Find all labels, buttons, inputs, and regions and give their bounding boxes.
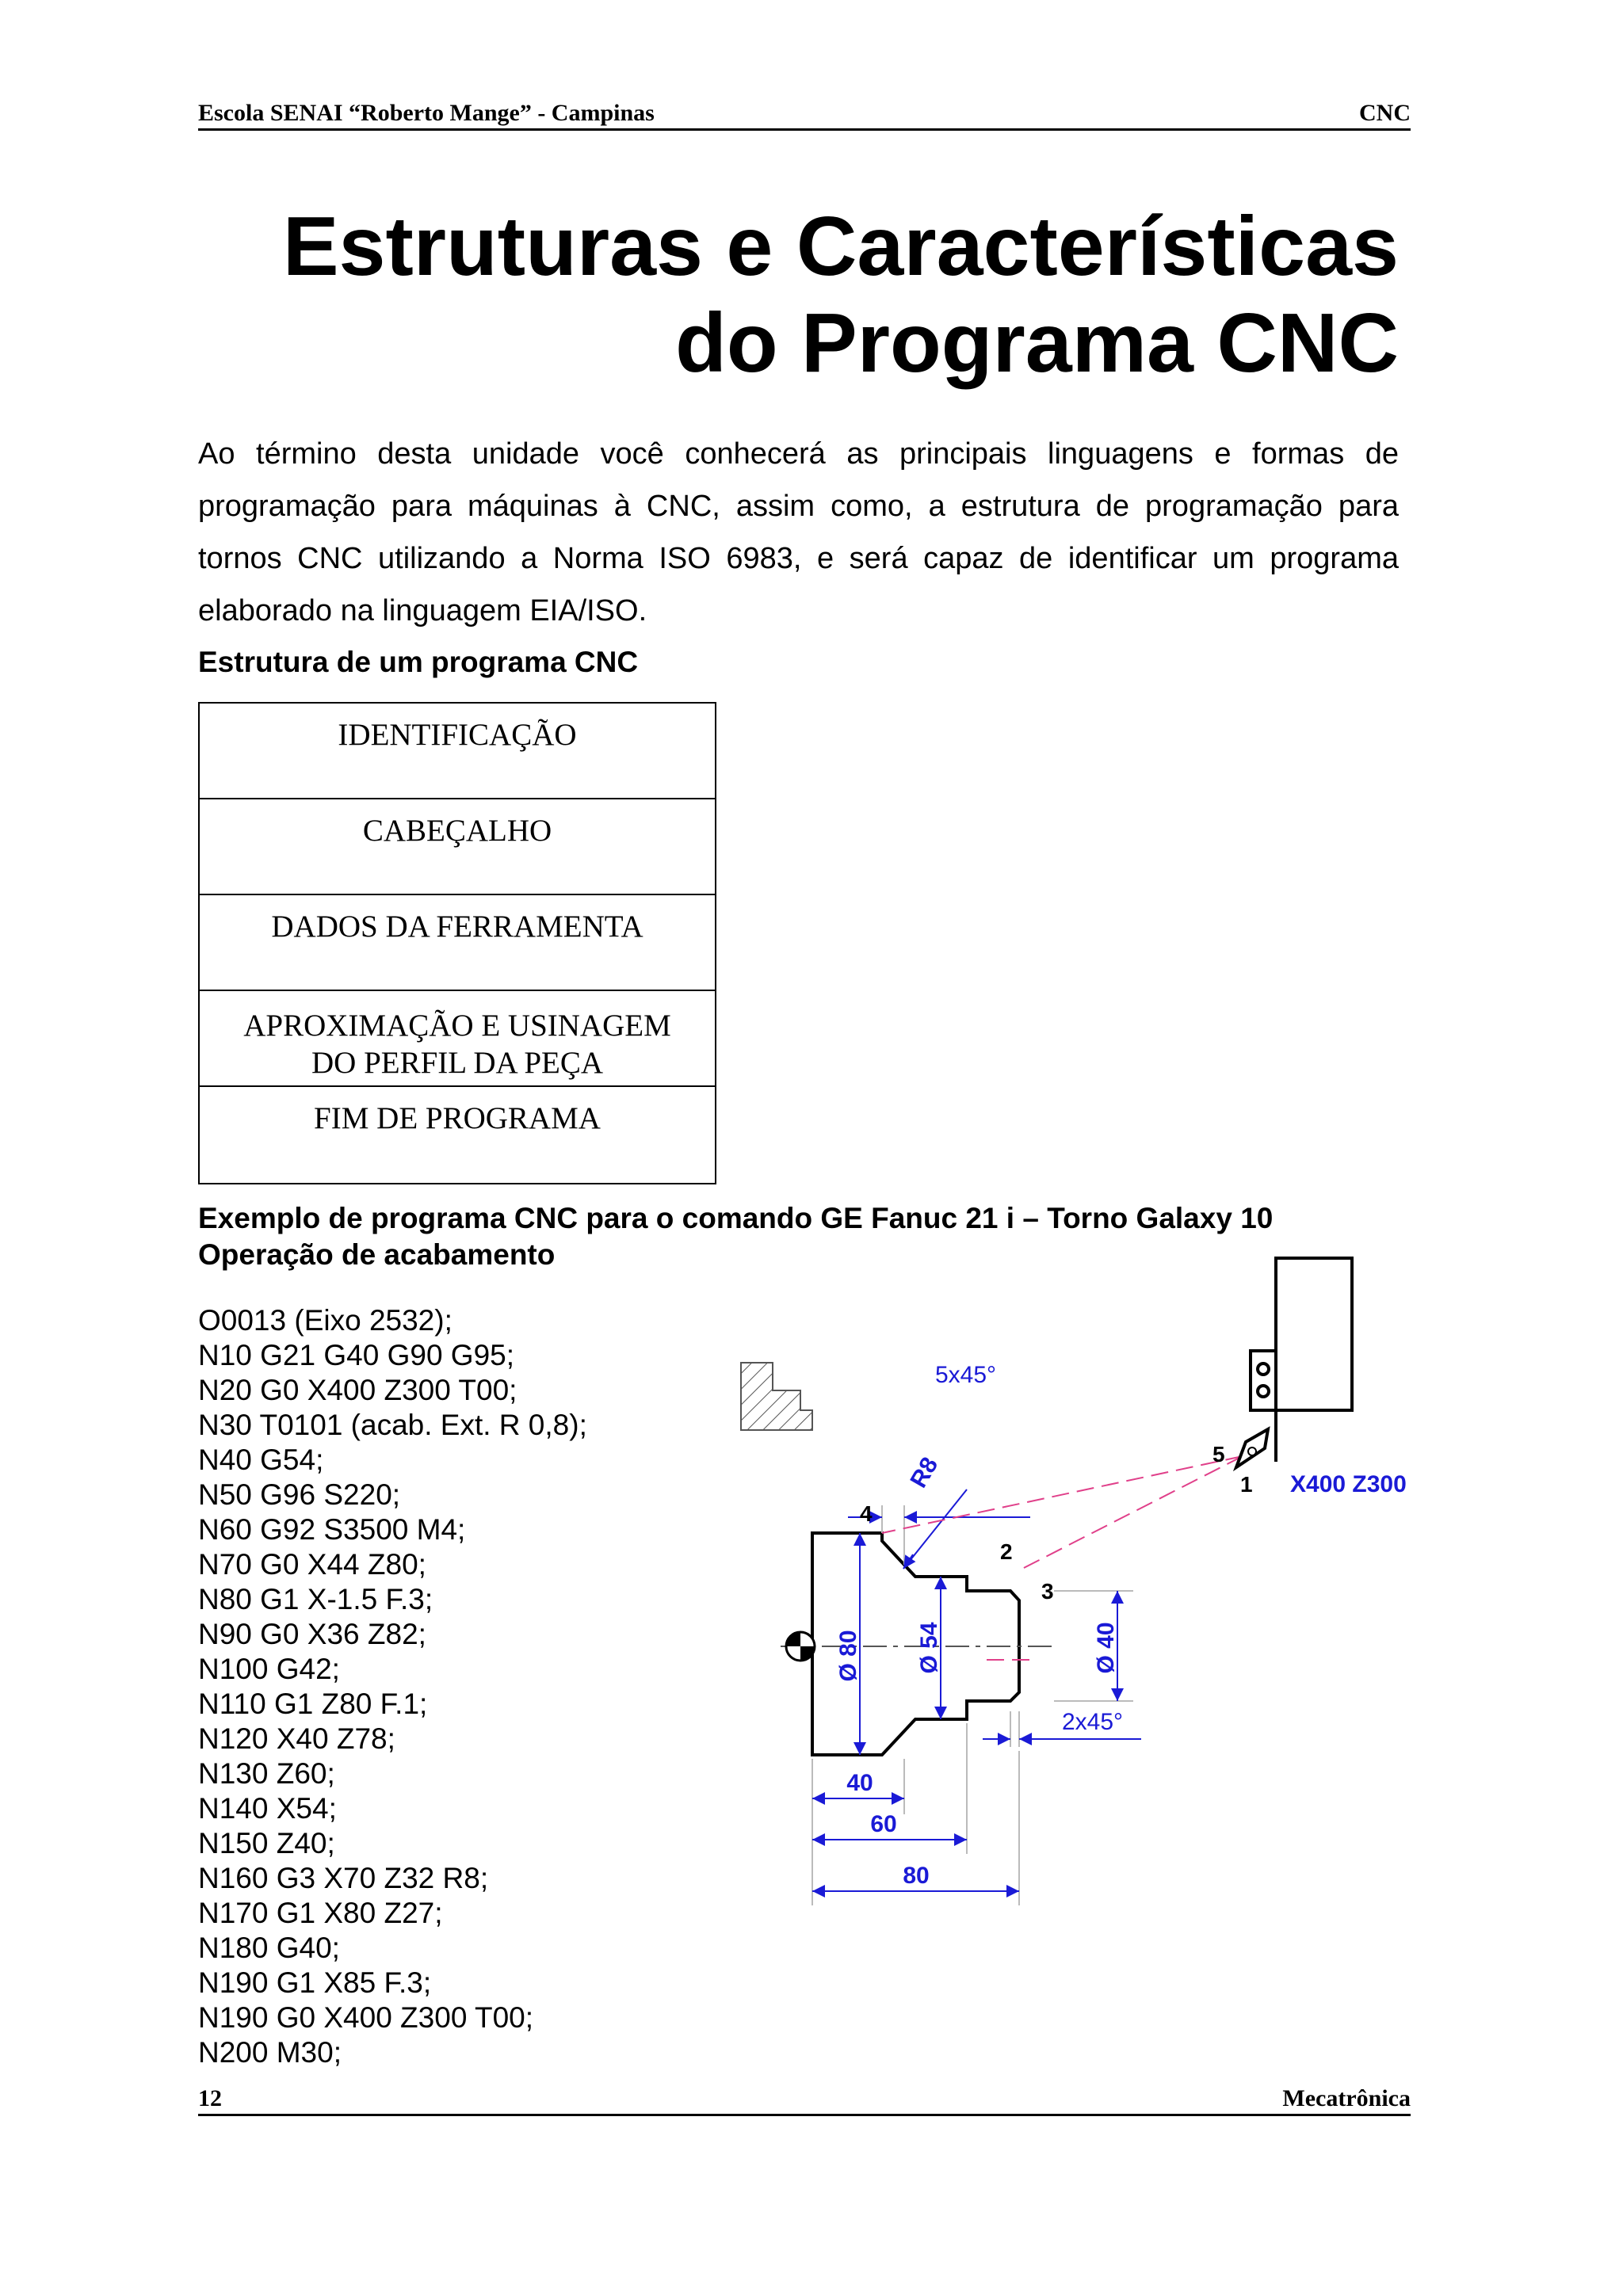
- radius-label: R8: [905, 1452, 944, 1493]
- subject-name: CNC: [1359, 100, 1411, 126]
- length-40-label: 40: [846, 1770, 873, 1796]
- program-line: N100 G42;: [198, 1653, 340, 1685]
- program-line: O0013 (Eixo 2532);: [198, 1304, 453, 1337]
- chamfer-top-label: 5x45°: [935, 1362, 997, 1388]
- program-line: N90 G0 X36 Z82;: [198, 1618, 426, 1650]
- point-5-label: 5: [1212, 1442, 1225, 1466]
- program-line: N140 X54;: [198, 1792, 337, 1825]
- structure-table: [198, 702, 716, 1184]
- structure-row-cabecalho: CABEÇALHO: [200, 799, 715, 895]
- page-title: [198, 198, 1399, 391]
- program-line: N50 G96 S220;: [198, 1478, 401, 1511]
- structure-row-aproximacao: APROXIMAÇÃO E USINAGEM DO PERFIL DA PEÇA: [200, 991, 715, 1087]
- length-60-label: 60: [870, 1811, 897, 1837]
- diameter-80-label: Ø 80: [835, 1630, 861, 1682]
- structure-row-fim: FIM DE PROGRAMA: [314, 1101, 601, 1135]
- structure-row-dados-ferramenta: DADOS DA FERRAMENTA: [200, 895, 715, 991]
- program-line: N40 G54;: [198, 1444, 324, 1476]
- page-header: [198, 97, 1411, 131]
- program-line: N30 T0101 (acab. Ext. R 0,8);: [198, 1409, 587, 1441]
- program-line: N180 G40;: [198, 1932, 340, 1964]
- program-line: N110 G1 Z80 F.1;: [198, 1688, 428, 1720]
- program-line: N120 X40 Z78;: [198, 1722, 395, 1755]
- title-line-2: do Programa CNC: [675, 296, 1399, 390]
- program-line: N190 G1 X85 F.3;: [198, 1966, 432, 1999]
- tool-position-label: X400 Z300: [1290, 1471, 1407, 1497]
- program-line: N70 G0 X44 Z80;: [198, 1548, 426, 1581]
- diameter-54-label: Ø 54: [916, 1622, 942, 1674]
- example-heading-line-1: Exemplo de programa CNC para o comando GE Fanuc 21 i – Torno Galaxy 10: [198, 1202, 1274, 1234]
- course-name: Mecatrônica: [1282, 2085, 1411, 2111]
- title-line-1: Estruturas e Características: [282, 200, 1399, 293]
- diameter-40-label: Ø 40: [1093, 1622, 1119, 1674]
- point-4-label: 4: [860, 1501, 873, 1526]
- chamfer-bottom-label: 2x45°: [1062, 1709, 1124, 1735]
- length-80-label: 80: [903, 1863, 930, 1889]
- program-line: N20 G0 X400 Z300 T00;: [198, 1374, 517, 1406]
- dimensions: [812, 1489, 1141, 1905]
- structure-heading: Estrutura de um programa CNC: [198, 646, 639, 678]
- program-line: N150 Z40;: [198, 1827, 335, 1859]
- program-line: N130 Z60;: [198, 1757, 335, 1790]
- program-line: N80 G1 X-1.5 F.3;: [198, 1583, 433, 1615]
- page-number: 12: [198, 2085, 222, 2111]
- point-3-label: 3: [1041, 1579, 1054, 1604]
- program-line: N170 G1 X80 Z27;: [198, 1897, 443, 1929]
- page-footer: [198, 2082, 1411, 2116]
- program-line: N160 G3 X70 Z32 R8;: [198, 1862, 489, 1894]
- program-line: N200 M30;: [198, 2036, 342, 2069]
- tool-holder: [1236, 1258, 1352, 1467]
- intro-paragraph: Ao término desta unidade você conhecerá as principais linguagens e formas de programação para máquinas à CNC, assim como, a estrutura de programação para tornos CNC utilizando a Norma ISO 6983, e será capaz de identificar um programa elaborado na linguagem EIA/ISO.: [198, 437, 1399, 627]
- program-line: N60 G92 S3500 M4;: [198, 1513, 466, 1546]
- program-listing: [198, 1303, 587, 2070]
- example-heading-line-2: Operação de acabamento: [198, 1238, 556, 1271]
- school-name: Escola SENAI “Roberto Mange” - Campinas: [198, 100, 655, 126]
- origin-symbol: [786, 1632, 815, 1661]
- program-line: N190 G0 X400 Z300 T00;: [198, 2001, 534, 2034]
- program-line: N10 G21 G40 G90 G95;: [198, 1339, 515, 1371]
- chuck-jaw: [741, 1363, 812, 1430]
- point-2-label: 2: [1000, 1539, 1013, 1564]
- structure-row-identificacao: IDENTIFICAÇÃO: [200, 704, 715, 799]
- point-1-label: 1: [1240, 1472, 1253, 1497]
- lathe-part-drawing: [713, 1244, 1442, 1941]
